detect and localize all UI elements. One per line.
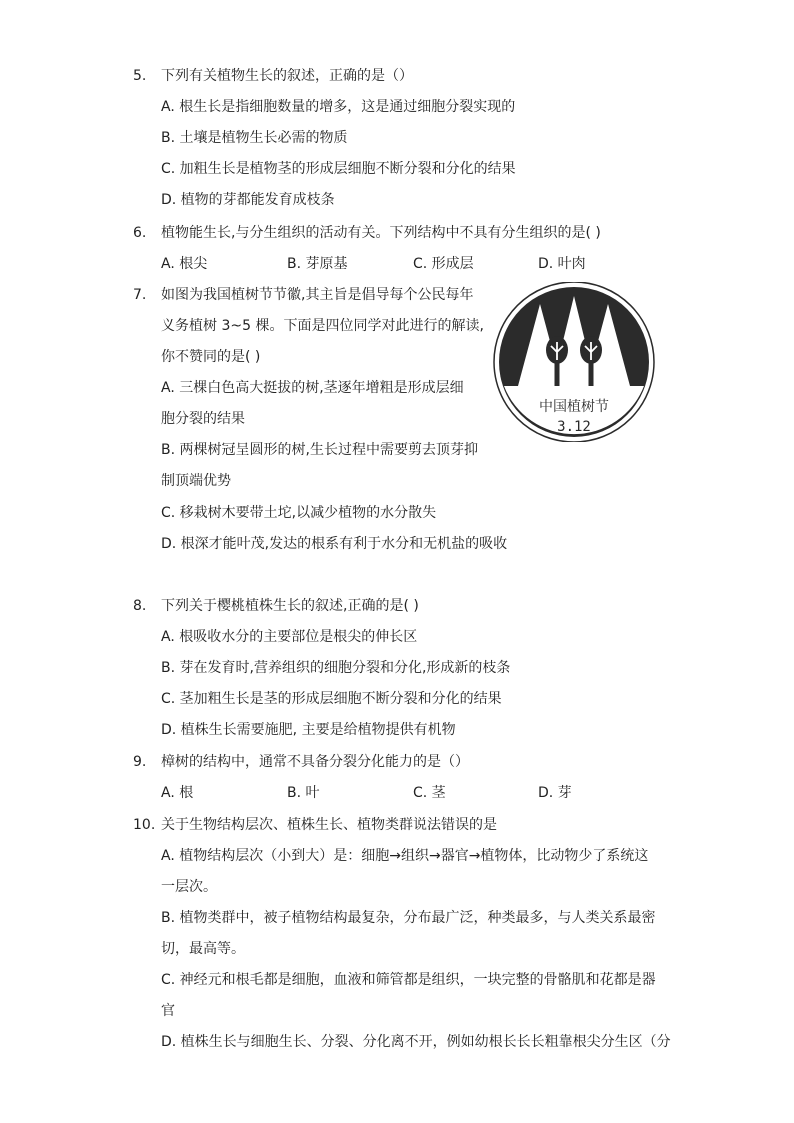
question-7-stem-line-1: 如图为我国植树节节徽,其主旨是倡导每个公民每年 bbox=[161, 287, 474, 303]
question-7-option-d: D. 根深才能叶茂,发达的根系有利于水分和无机盐的吸收 bbox=[161, 536, 508, 552]
question-7-number: 7. bbox=[133, 287, 147, 303]
question-10-option-c-line-2: 官 bbox=[161, 1003, 175, 1019]
question-5-option-d: D. 植物的芽都能发育成枝条 bbox=[161, 192, 335, 208]
question-7-option-b-line-2: 制顶端优势 bbox=[161, 473, 231, 489]
question-6-option-d: D. 叶肉 bbox=[538, 256, 586, 272]
question-7-option-c: C. 移栽树木要带土坨,以减少植物的水分散失 bbox=[161, 505, 437, 521]
question-7-option-a-line-2: 胞分裂的结果 bbox=[161, 411, 245, 427]
question-10-option-d-line-1: D. 植株生长与细胞生长、分裂、分化离不开，例如幼根长长长粗靠根尖分生区（分 bbox=[161, 1034, 671, 1050]
arbor-day-emblem bbox=[490, 282, 658, 442]
question-6-option-a: A. 根尖 bbox=[161, 256, 208, 272]
question-8-stem: 下列关于樱桃植株生长的叙述,正确的是( ) bbox=[161, 598, 419, 614]
question-5-option-b: B. 土壤是植物生长必需的物质 bbox=[161, 130, 348, 146]
question-10-option-b-line-1: B. 植物类群中，被子植物结构最复杂，分布最广泛，种类最多，与人类关系最密 bbox=[161, 910, 656, 926]
question-8-option-a: A. 根吸收水分的主要部位是根尖的伸长区 bbox=[161, 629, 418, 645]
question-7-option-b-line-1: B. 两棵树冠呈圆形的树,生长过程中需要剪去顶芽抑 bbox=[161, 442, 478, 458]
question-8-number: 8. bbox=[133, 598, 147, 614]
question-6-option-c: C. 形成层 bbox=[413, 256, 474, 272]
emblem-date: 3.12 bbox=[557, 419, 591, 435]
question-8-option-d: D. 植株生长需要施肥, 主要是给植物提供有机物 bbox=[161, 722, 456, 738]
question-6-stem: 植物能生长,与分生组织的活动有关。下列结构中不具有分生组织的是( ) bbox=[161, 225, 601, 241]
question-6-number: 6. bbox=[133, 225, 147, 241]
question-5-stem: 下列有关植物生长的叙述，正确的是（） bbox=[161, 68, 413, 84]
question-5-number: 5. bbox=[133, 68, 147, 84]
question-7-stem-line-2: 义务植树 3~5 棵。下面是四位同学对此进行的解读, bbox=[161, 318, 484, 334]
question-7-option-a-line-1: A. 三棵白色高大挺拔的树,茎逐年增粗是形成层细 bbox=[161, 380, 464, 396]
question-5-option-c: C. 加粗生长是植物茎的形成层细胞不断分裂和分化的结果 bbox=[161, 161, 516, 177]
question-9-option-c: C. 茎 bbox=[413, 785, 446, 801]
question-10-option-a-line-1: A. 植物结构层次（小到大）是：细胞→组织→器官→植物体，比动物少了系统这 bbox=[161, 848, 649, 864]
question-9-option-b: B. 叶 bbox=[287, 785, 320, 801]
question-10-option-b-line-2: 切，最高等。 bbox=[161, 941, 245, 957]
question-7-stem-line-3: 你不赞同的是( ) bbox=[161, 349, 261, 365]
question-5-option-a: A. 根生长是指细胞数量的增多，这是通过细胞分裂实现的 bbox=[161, 99, 516, 115]
question-10-option-c-line-1: C. 神经元和根毛都是细胞，血液和筛管都是组织，一块完整的骨骼肌和花都是器 bbox=[161, 972, 656, 988]
question-6-option-b: B. 芽原基 bbox=[287, 256, 348, 272]
question-9-number: 9. bbox=[133, 754, 147, 770]
question-9-option-a: A. 根 bbox=[161, 785, 194, 801]
question-9-option-d: D. 芽 bbox=[538, 785, 572, 801]
emblem-title: 中国植树节 bbox=[539, 399, 609, 415]
question-8-option-c: C. 茎加粗生长是茎的形成层细胞不断分裂和分化的结果 bbox=[161, 691, 502, 707]
question-10-stem: 关于生物结构层次、植株生长、植物类群说法错误的是 bbox=[161, 817, 497, 833]
question-9-stem: 樟树的结构中，通常不具备分裂分化能力的是（） bbox=[161, 754, 469, 770]
question-10-option-a-line-2: 一层次。 bbox=[161, 879, 217, 895]
question-8-option-b: B. 芽在发育时,营养组织的细胞分裂和分化,形成新的枝条 bbox=[161, 660, 511, 676]
question-10-number: 10. bbox=[133, 817, 156, 833]
